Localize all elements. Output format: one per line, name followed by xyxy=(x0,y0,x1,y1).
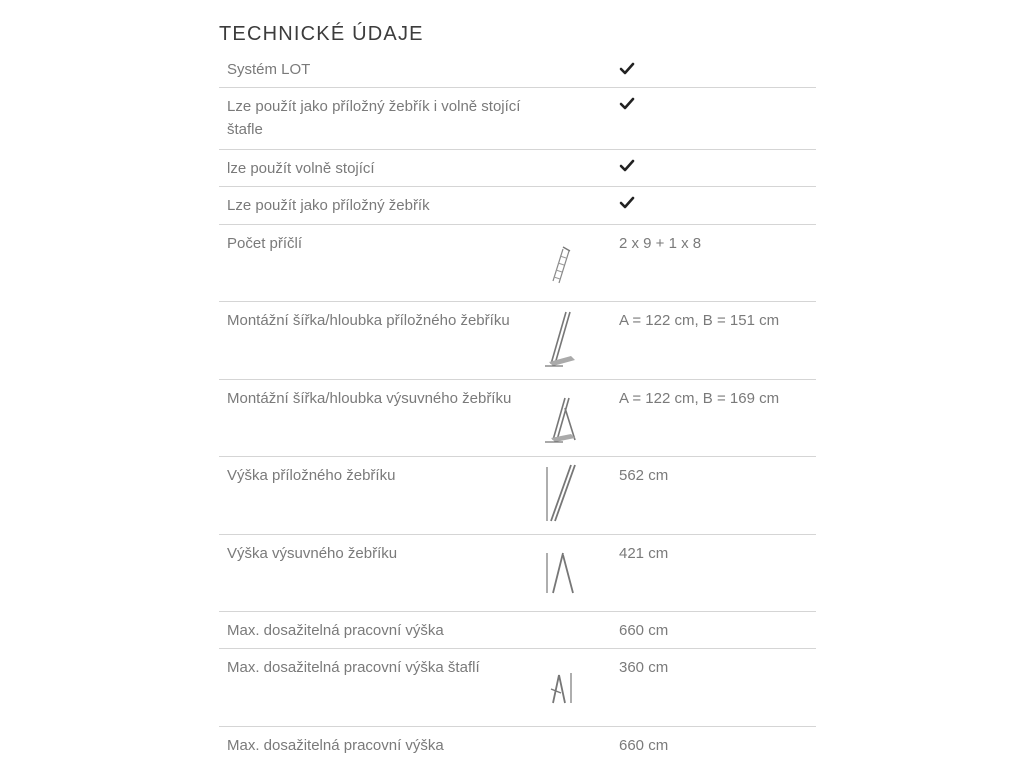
row-value: 660 cm xyxy=(619,737,669,754)
row-value: 421 cm xyxy=(619,545,669,562)
row-label: Montážní šířka/hloubka příložného žebříku xyxy=(227,312,510,329)
checkmark-icon xyxy=(619,196,635,210)
table-row xyxy=(219,535,816,612)
row-value: A = 122 cm, B = 169 cm xyxy=(619,390,780,407)
table-row xyxy=(219,150,816,187)
table-row xyxy=(219,649,816,727)
section-title: TECHNICKÉ ÚDAJE xyxy=(219,22,424,45)
row-label: Výška výsuvného žebříku xyxy=(227,545,398,562)
leaning-ladder-height-icon xyxy=(541,463,581,523)
extension-ladder-height-icon xyxy=(541,545,581,605)
row-label: Max. dosažitelná pracovní výška xyxy=(227,622,444,639)
specs-table xyxy=(219,51,816,767)
row-label: Počet příčlí xyxy=(227,235,303,252)
row-label: Lze použít jako příložný žebřík i volně stojící štafle xyxy=(227,98,521,138)
leaning-ladder-footprint-icon xyxy=(541,308,581,368)
table-row xyxy=(219,302,816,380)
table-row xyxy=(219,88,816,150)
checkmark-icon xyxy=(619,159,635,173)
stepladder-height-icon xyxy=(541,659,581,719)
table-row xyxy=(219,380,816,457)
checkmark-icon xyxy=(619,97,635,111)
row-value: 660 cm xyxy=(619,622,669,639)
row-label: Výška příložného žebříku xyxy=(227,467,396,484)
row-label: Max. dosažitelná pracovní výška štaflí xyxy=(227,659,480,676)
table-row xyxy=(219,51,816,88)
row-label: lze použít volně stojící xyxy=(227,160,375,177)
table-row xyxy=(219,457,816,535)
ladder-rungs-icon xyxy=(541,237,581,297)
table-row xyxy=(219,727,816,767)
table-row xyxy=(219,187,816,225)
row-value: 360 cm xyxy=(619,659,669,676)
extension-ladder-footprint-icon xyxy=(541,388,581,448)
row-value: A = 122 cm, B = 151 cm xyxy=(619,312,780,329)
row-label: Max. dosažitelná pracovní výška xyxy=(227,737,444,754)
checkmark-icon xyxy=(619,62,635,76)
table-row xyxy=(219,225,816,302)
row-value: 2 x 9 + 1 x 8 xyxy=(619,235,702,252)
table-row xyxy=(219,612,816,649)
row-label: Lze použít jako příložný žebřík xyxy=(227,197,430,214)
row-value: 562 cm xyxy=(619,467,669,484)
row-label: Systém LOT xyxy=(227,61,311,78)
row-label: Montážní šířka/hloubka výsuvného žebříku xyxy=(227,390,512,407)
